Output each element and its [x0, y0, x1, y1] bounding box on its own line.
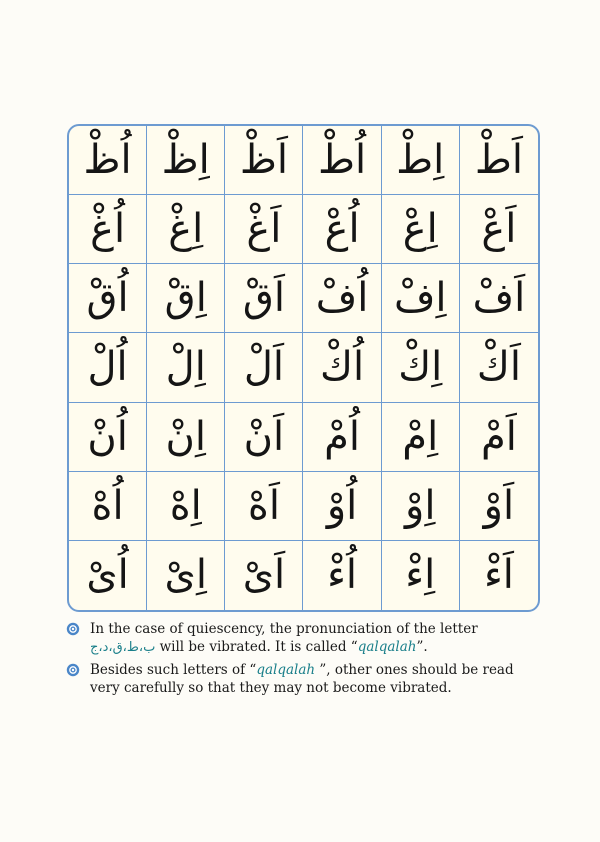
consonant-letter: ق	[86, 275, 118, 322]
consonant-letter: ه	[91, 482, 113, 529]
alif-letter: ا	[433, 137, 445, 184]
alif-letter: ا	[503, 482, 515, 529]
alif-letter: ا	[427, 413, 439, 460]
arabic-syllable	[246, 206, 282, 253]
consonant-letter: م	[402, 413, 428, 460]
flower-bullet-icon	[66, 663, 80, 677]
consonant-letter: م	[324, 413, 349, 460]
consonant-letter: ظ	[161, 137, 199, 184]
alif-letter: ا	[348, 206, 360, 253]
arabic-syllable	[476, 344, 521, 391]
syllable-grid	[67, 124, 540, 612]
syllable-cell	[147, 472, 225, 541]
syllable-cell	[382, 195, 460, 264]
alif-letter: ا	[192, 206, 204, 253]
syllable-cell	[303, 541, 381, 610]
syllable-cell	[303, 126, 381, 195]
consonant-letter: ء	[405, 552, 425, 599]
consonant-letter: ع	[402, 206, 427, 253]
consonant-letter: غ	[90, 206, 114, 253]
syllable-cell	[69, 541, 147, 610]
syllable-cell	[147, 403, 225, 472]
qalqalah-term: qalqalah	[357, 639, 417, 655]
syllable-cell	[303, 195, 381, 264]
arabic-syllable	[315, 275, 369, 322]
note-qalqalah-caution	[66, 661, 546, 697]
syllable-cell	[69, 472, 147, 541]
syllable-cell	[225, 264, 303, 333]
consonant-letter: ظ	[239, 137, 277, 184]
consonant-letter: و	[405, 482, 425, 529]
consonant-letter: و	[326, 482, 347, 529]
alif-letter: ا	[116, 413, 128, 460]
syllable-cell	[225, 541, 303, 610]
consonant-letter: ى	[86, 552, 118, 599]
alif-letter: ا	[194, 344, 206, 391]
arabic-syllable	[164, 552, 207, 599]
alif-letter: ا	[273, 413, 285, 460]
syllable-cell	[460, 195, 538, 264]
consonant-letter: ف	[472, 275, 515, 322]
consonant-letter: غ	[246, 206, 271, 253]
alif-letter: ا	[509, 344, 521, 391]
syllable-cell	[69, 403, 147, 472]
syllable-cell	[382, 472, 460, 541]
syllable-cell	[460, 126, 538, 195]
consonant-letter: ف	[393, 275, 436, 322]
alif-letter: ا	[194, 413, 206, 460]
arabic-syllable	[86, 552, 129, 599]
syllable-cell	[303, 264, 381, 333]
arabic-syllable	[242, 552, 286, 599]
arabic-syllable	[472, 275, 526, 322]
alif-letter: ا	[426, 206, 438, 253]
note-1-part-b: will be vibrated. It is called “	[155, 639, 358, 655]
alif-letter: ا	[352, 344, 365, 391]
alif-letter: ا	[268, 482, 280, 529]
syllable-grid-cells	[69, 126, 538, 610]
alif-letter: ا	[195, 552, 207, 599]
consonant-letter: ط	[474, 137, 512, 184]
arabic-syllable	[483, 552, 514, 599]
consonant-letter: ط	[318, 137, 355, 184]
alif-letter: ا	[431, 344, 443, 391]
arabic-syllable	[396, 137, 445, 184]
arabic-syllable	[90, 206, 126, 253]
arabic-syllable	[169, 482, 202, 529]
syllable-cell	[69, 195, 147, 264]
note-1-part-c: ”.	[416, 639, 428, 655]
consonant-letter: ك	[398, 344, 432, 391]
consonant-letter: ك	[476, 344, 510, 391]
syllable-cell	[147, 195, 225, 264]
syllable-cell	[147, 264, 225, 333]
alif-letter: ا	[435, 275, 447, 322]
alif-letter: ا	[348, 413, 361, 460]
alif-letter: ا	[116, 344, 128, 391]
syllable-cell	[225, 403, 303, 472]
consonant-letter: ع	[481, 206, 506, 253]
consonant-letter: ء	[327, 552, 346, 599]
syllable-cell	[225, 472, 303, 541]
note-2-part-a: Besides such letters of “	[90, 662, 257, 678]
notes-section	[66, 620, 546, 701]
alif-letter: ا	[198, 137, 210, 184]
arabic-syllable	[165, 344, 206, 391]
arabic-syllable	[393, 275, 447, 322]
syllable-cell	[303, 333, 381, 402]
arabic-syllable	[483, 482, 515, 529]
consonant-letter: ن	[243, 413, 274, 460]
alif-letter: ا	[424, 552, 436, 599]
consonant-letter: ى	[242, 552, 274, 599]
syllable-cell	[382, 264, 460, 333]
arabic-syllable	[247, 482, 280, 529]
consonant-letter: ع	[324, 206, 349, 253]
alif-letter: ا	[274, 552, 286, 599]
alif-letter: ا	[117, 275, 129, 322]
consonant-letter: ط	[396, 137, 434, 184]
syllable-cell	[460, 403, 538, 472]
alif-letter: ا	[112, 482, 124, 529]
syllable-cell	[225, 333, 303, 402]
arabic-syllable	[91, 482, 124, 529]
arabic-syllable	[87, 413, 128, 460]
alif-letter: ا	[273, 275, 285, 322]
consonant-letter: ه	[247, 482, 269, 529]
alif-letter: ا	[117, 552, 129, 599]
consonant-letter: ك	[320, 344, 353, 391]
arabic-syllable	[481, 206, 517, 253]
arabic-syllable	[402, 413, 439, 460]
alif-letter: ا	[195, 275, 207, 322]
alif-letter: ا	[113, 206, 126, 253]
syllable-cell	[382, 403, 460, 472]
syllable-cell	[225, 126, 303, 195]
consonant-letter: ن	[87, 413, 117, 460]
arabic-syllable	[324, 413, 361, 460]
syllable-cell	[147, 126, 225, 195]
consonant-letter: و	[483, 482, 503, 529]
syllable-cell	[303, 403, 381, 472]
note-1-text	[90, 620, 546, 657]
arabic-syllable	[326, 482, 358, 529]
arabic-syllable	[243, 344, 284, 391]
consonant-letter: ق	[164, 275, 196, 322]
consonant-letter: ء	[483, 552, 503, 599]
arabic-syllable	[164, 275, 207, 322]
syllable-cell	[303, 472, 381, 541]
arabic-syllable	[243, 413, 285, 460]
qalqalah-term-2: qalqalah	[256, 662, 320, 678]
alif-letter: ا	[120, 137, 132, 184]
alif-letter: ا	[346, 482, 358, 529]
arabic-syllable	[405, 552, 436, 599]
note-2-text	[90, 661, 546, 697]
syllable-cell	[460, 541, 538, 610]
syllable-cell	[460, 333, 538, 402]
arabic-syllable	[324, 206, 360, 253]
consonant-letter: ه	[169, 482, 191, 529]
syllable-cell	[69, 264, 147, 333]
arabic-syllable	[405, 482, 436, 529]
alif-letter: ا	[355, 137, 367, 184]
arabic-syllable	[402, 206, 438, 253]
arabic-syllable	[320, 344, 365, 391]
consonant-letter: ق	[242, 275, 274, 322]
consonant-letter: ف	[315, 275, 358, 322]
arabic-syllable	[87, 344, 128, 391]
consonant-letter: غ	[168, 206, 193, 253]
note-1-part-a: In the case of quiescency, the pronunciation of the letter	[90, 621, 478, 637]
arabic-syllable	[86, 275, 129, 322]
alif-letter: ا	[505, 206, 517, 253]
syllable-cell	[147, 333, 225, 402]
alif-letter: ا	[502, 552, 514, 599]
alif-letter: ا	[190, 482, 202, 529]
consonant-letter: م	[480, 413, 506, 460]
consonant-letter: ل	[87, 344, 117, 391]
syllable-cell	[382, 541, 460, 610]
consonant-letter: ن	[165, 413, 195, 460]
syllable-cell	[69, 333, 147, 402]
syllable-cell	[460, 472, 538, 541]
arabic-syllable	[239, 137, 288, 184]
note-qalqalah-definition	[66, 620, 546, 657]
arabic-syllable	[318, 137, 367, 184]
note-2-part-b: ”, other ones should be read very carefully so that they may not become vibrated.	[90, 662, 514, 696]
alif-letter: ا	[272, 344, 284, 391]
alif-letter: ا	[511, 137, 523, 184]
syllable-cell	[382, 126, 460, 195]
syllable-cell	[225, 195, 303, 264]
alif-letter: ا	[345, 552, 358, 599]
arabic-syllable	[327, 552, 358, 599]
consonant-letter: ى	[164, 552, 196, 599]
arabic-syllable	[480, 413, 517, 460]
syllable-cell	[460, 264, 538, 333]
flower-bullet-icon	[66, 622, 80, 636]
syllable-cell	[147, 541, 225, 610]
alif-letter: ا	[514, 275, 526, 322]
consonant-letter: ظ	[83, 137, 121, 184]
consonant-letter: ل	[243, 344, 273, 391]
alif-letter: ا	[270, 206, 282, 253]
alif-letter: ا	[505, 413, 517, 460]
alif-letter: ا	[424, 482, 436, 529]
alif-letter: ا	[276, 137, 288, 184]
arabic-syllable	[242, 275, 285, 322]
arabic-syllable	[474, 137, 523, 184]
arabic-syllable	[398, 344, 443, 391]
alif-letter: ا	[357, 275, 369, 322]
arabic-syllable	[161, 137, 210, 184]
syllable-cell	[69, 126, 147, 195]
arabic-syllable	[83, 137, 132, 184]
arabic-syllable	[168, 206, 204, 253]
arabic-syllable	[165, 413, 206, 460]
consonant-letter: ل	[165, 344, 195, 391]
qalqalah-letters: ب،ط،ق،د،ج	[90, 640, 156, 655]
syllable-cell	[382, 333, 460, 402]
